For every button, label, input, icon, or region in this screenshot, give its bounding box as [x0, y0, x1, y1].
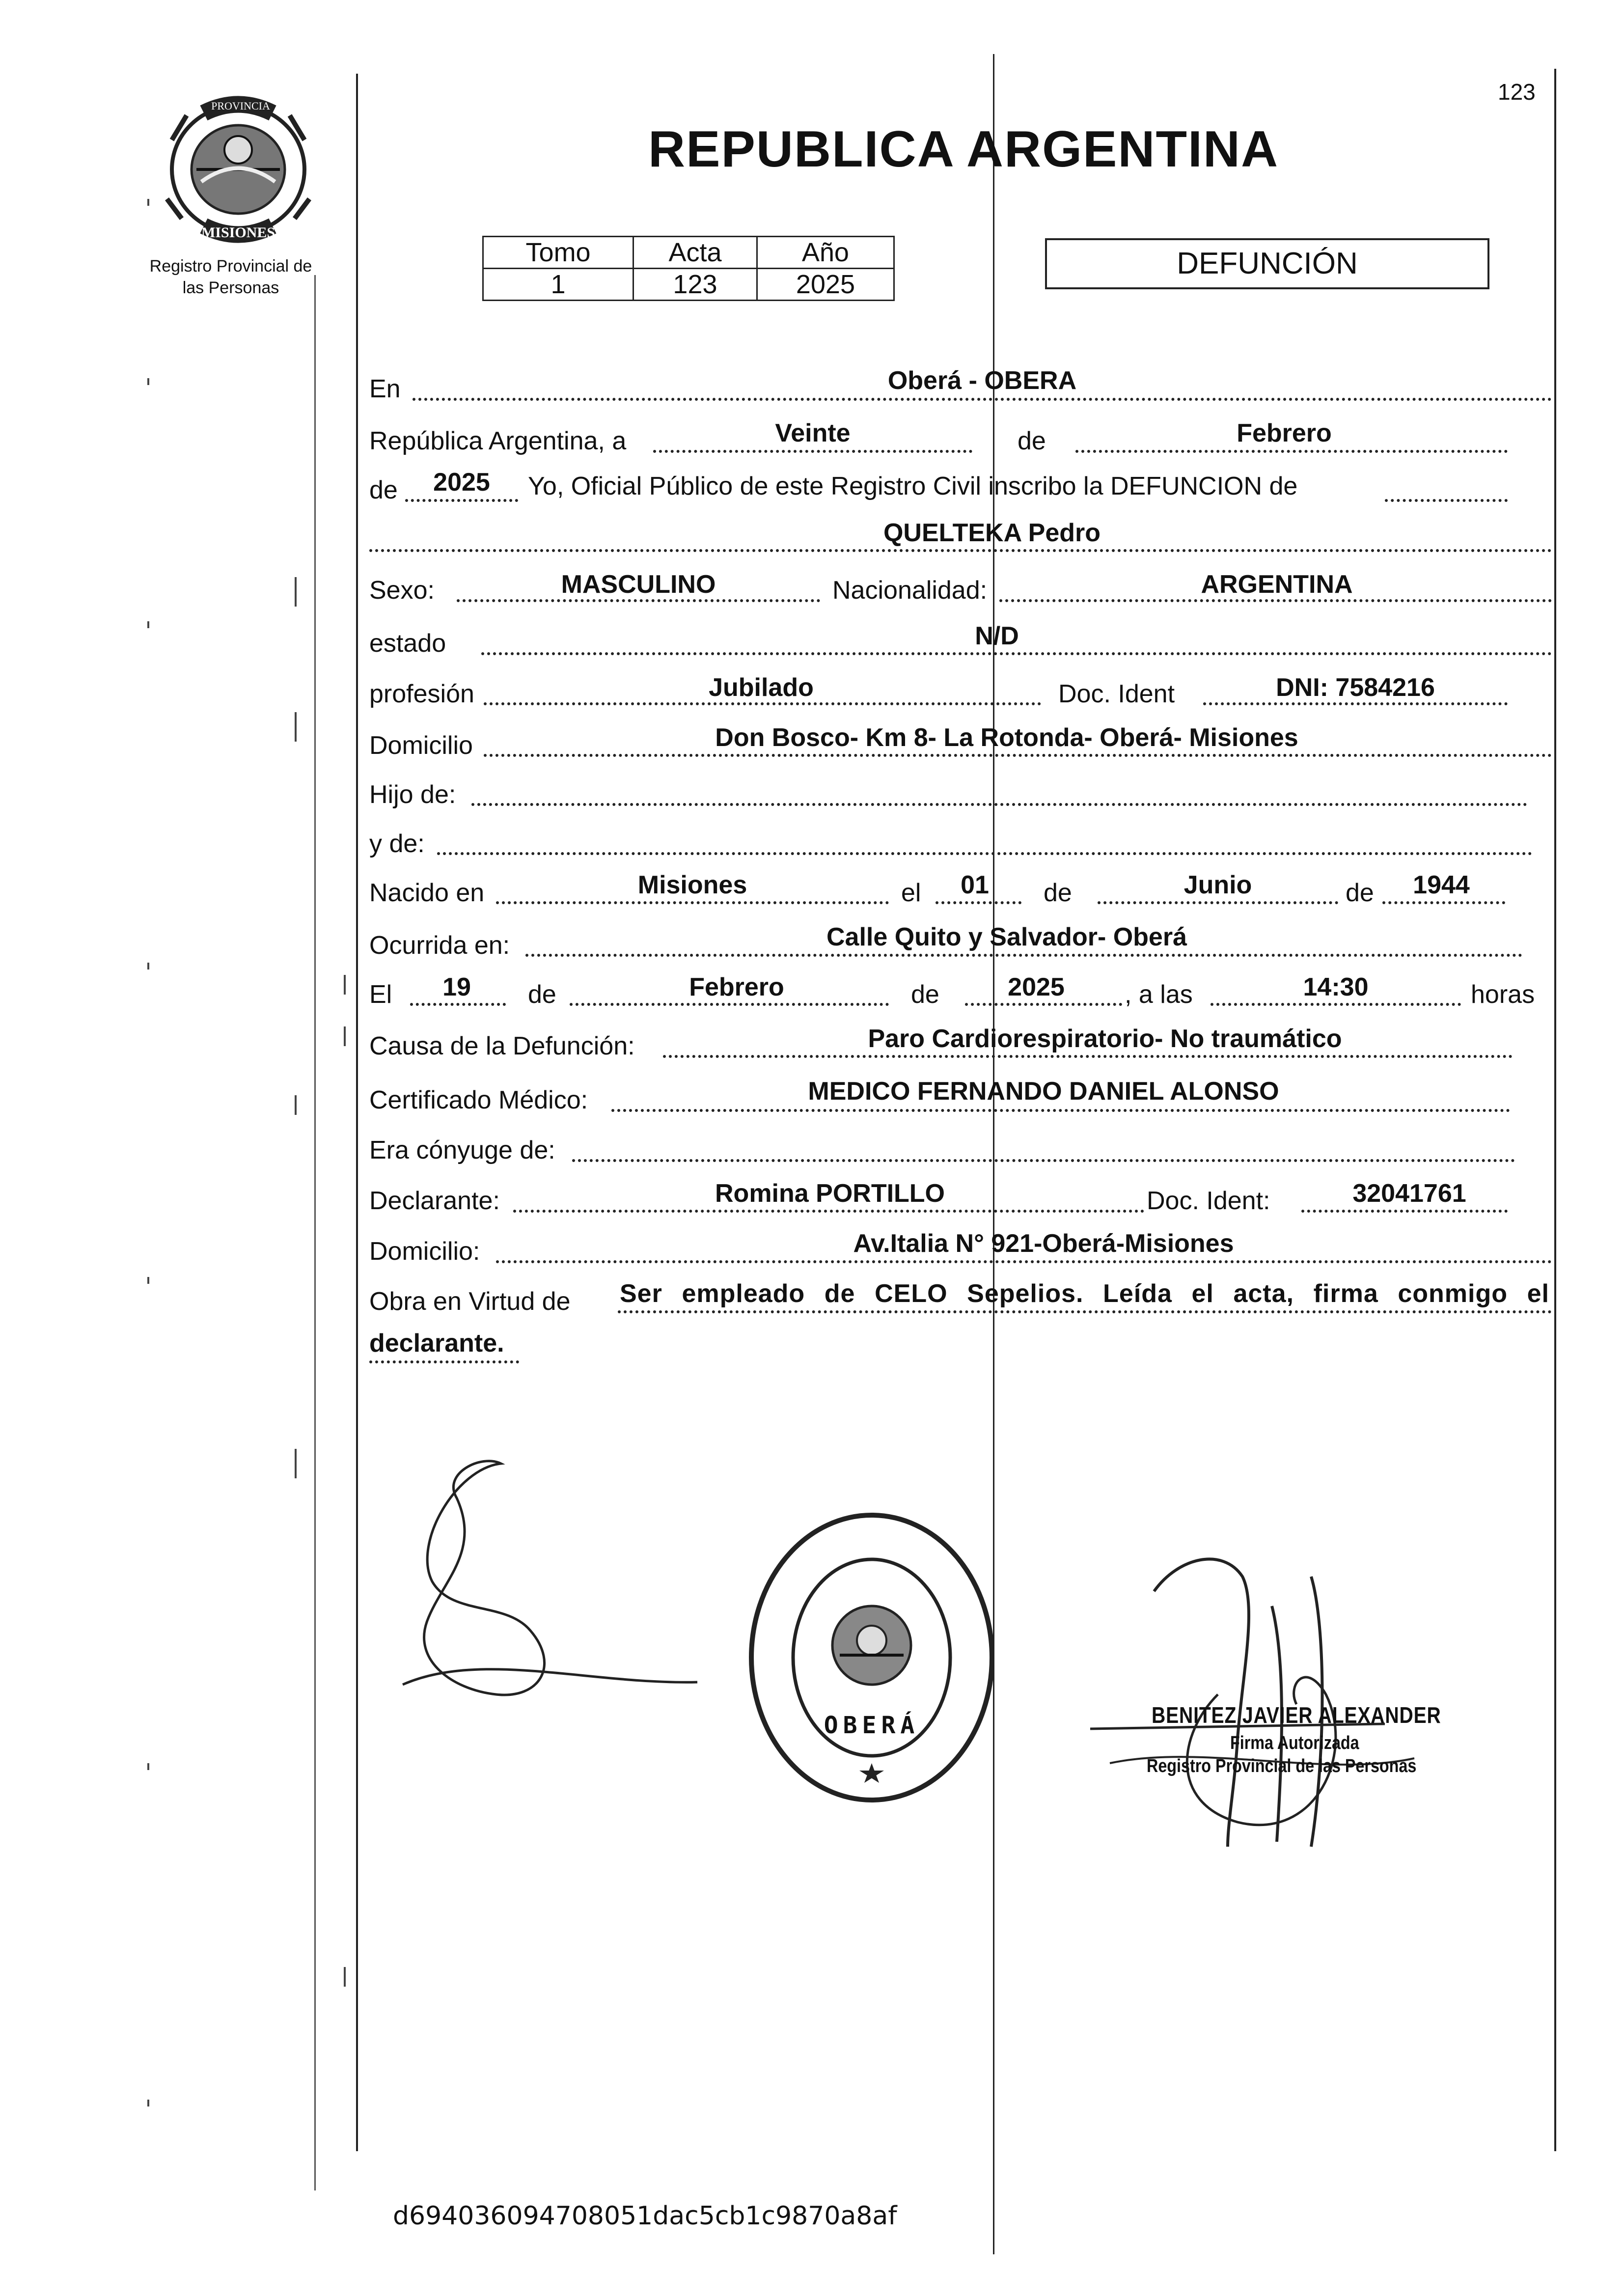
official-title-2: Registro Provincial de las Personas: [1147, 1756, 1417, 1776]
label-de-def-anio: de: [911, 980, 939, 1009]
label-declarante: Declarante:: [369, 1187, 500, 1215]
book-header-anio: Año: [757, 237, 894, 269]
margin-mark: [295, 1449, 297, 1478]
value-def-mes: Febrero: [689, 973, 784, 1001]
line-def-dia: [410, 1003, 506, 1006]
line-hijo-de: [471, 803, 1527, 806]
margin-mark: [147, 2100, 149, 2106]
label-profesion: profesión: [369, 680, 474, 708]
line-def-mes: [570, 1003, 889, 1006]
label-domicilio-declarante: Domicilio:: [369, 1237, 480, 1266]
value-certificado: MEDICO FERNANDO DANIEL ALONSO: [808, 1077, 1279, 1106]
value-ocurrida-en: Calle Quito y Salvador- Oberá: [826, 923, 1187, 951]
label-causa: Causa de la Defunción:: [369, 1032, 635, 1060]
line-lugar: [413, 398, 1552, 401]
label-y-de: y de:: [369, 830, 425, 858]
line-profesion: [484, 702, 1041, 705]
document-hash: d694036094708051dac5cb1c9870a8af: [393, 2201, 897, 2231]
value-def-anio: 2025: [1008, 973, 1065, 1001]
margin-mark: [344, 1967, 346, 1987]
line-nacionalidad: [999, 599, 1552, 602]
seal-bottom-text: MISIONES: [201, 224, 275, 241]
value-doc: DNI: 7584216: [1276, 673, 1435, 702]
label-en: En: [369, 375, 401, 403]
seal-top-text: PROVINCIA DE: [211, 100, 270, 125]
line-def-hora: [1211, 1003, 1461, 1006]
official-title-1: Firma Autorizada: [1230, 1733, 1359, 1753]
margin-mark: [147, 378, 149, 385]
line-domicilio-declarante: [496, 1260, 1552, 1263]
line-estado: [481, 652, 1552, 655]
value-anio: 2025: [433, 468, 490, 497]
label-doc-ident-declarante: Doc. Ident:: [1147, 1187, 1270, 1215]
stamp-center-text: OBERÁ: [824, 1712, 920, 1739]
label-nacionalidad: Nacionalidad:: [832, 576, 988, 605]
left-margin-rule: [314, 275, 316, 2190]
margin-mark: [344, 975, 346, 995]
label-doc-ident: Doc. Ident: [1058, 680, 1175, 708]
value-nacionalidad: ARGENTINA: [1201, 570, 1353, 599]
value-dia-letras: Veinte: [775, 419, 851, 447]
value-nacido-en: Misiones: [637, 871, 747, 899]
line-y-de: [437, 852, 1532, 855]
value-def-hora: 14:30: [1303, 973, 1369, 1001]
line-certificado: [611, 1109, 1510, 1112]
registry-label: [123, 255, 339, 299]
line-declarante: [513, 1210, 1144, 1213]
value-nac-mes: Junio: [1184, 871, 1252, 899]
label-de-mes: de: [1018, 427, 1046, 455]
line-nacido-en: [496, 901, 889, 904]
registry-label-line1: Registro Provincial de: [149, 257, 312, 276]
value-lugar: Oberá - OBERA: [887, 366, 1077, 395]
value-profesion: Jubilado: [709, 673, 814, 702]
line-domicilio: [484, 754, 1552, 757]
value-declarante-doc: 32041761: [1352, 1179, 1466, 1208]
line-obra-2: [369, 1360, 519, 1363]
book-value-tomo: 1: [483, 269, 633, 301]
declarant-signature: [383, 1454, 707, 1709]
line-sexo: [457, 599, 820, 602]
form-right-border: [1554, 69, 1556, 2151]
value-obra-line1: Ser empleado de CELO Sepelios. Leída el acta, firma conmigo el: [620, 1279, 1549, 1308]
official-name: BENITEZ JAVIER ALEXANDER: [1152, 1702, 1441, 1728]
book-header-acta: Acta: [633, 237, 757, 269]
label-conyuge: Era cónyuge de:: [369, 1136, 555, 1164]
value-def-dia: 19: [442, 973, 471, 1001]
line-doc: [1203, 702, 1508, 705]
page-number: 123: [1498, 79, 1536, 105]
book-value-anio: 2025: [757, 269, 894, 301]
margin-mark: [295, 712, 297, 742]
book-header-tomo: Tomo: [483, 237, 633, 269]
value-domicilio: Don Bosco- Km 8- La Rotonda- Oberá- Misiones: [715, 723, 1298, 752]
value-obra-line2: declarante.: [369, 1329, 504, 1358]
label-de-anio: de: [369, 476, 398, 504]
label-de-nac-anio: de: [1346, 879, 1374, 907]
form-left-border: [356, 74, 358, 2151]
book-reference-table: [482, 236, 895, 301]
value-nombre: QUELTEKA Pedro: [883, 519, 1101, 547]
line-mes: [1075, 450, 1508, 453]
label-republica: República Argentina, a: [369, 427, 627, 455]
label-horas: horas: [1471, 980, 1535, 1009]
label-estado: estado: [369, 629, 446, 658]
line-causa: [663, 1055, 1513, 1058]
official-stamp: [744, 1508, 999, 1807]
margin-mark: [147, 963, 149, 970]
value-declarante: Romina PORTILLO: [715, 1179, 945, 1208]
label-a-las: , a las: [1125, 980, 1193, 1009]
label-el-def: El: [369, 980, 392, 1009]
document-type-box: [1045, 238, 1489, 289]
value-estado: N/D: [975, 622, 1019, 650]
label-yo-text: Yo, Oficial Público de este Registro Civil inscribo la DEFUNCION de: [528, 472, 1298, 500]
value-sexo: MASCULINO: [561, 570, 716, 599]
label-sexo: Sexo:: [369, 576, 435, 605]
book-value-acta: 123: [633, 269, 757, 301]
value-nac-dia: 01: [961, 871, 989, 899]
value-causa: Paro Cardiorespiratorio- No traumático: [868, 1025, 1342, 1053]
line-obra-1: [618, 1310, 1552, 1313]
line-nac-mes: [1098, 901, 1338, 904]
line-nombre: [369, 549, 1552, 552]
margin-mark: [295, 577, 297, 607]
label-obra: Obra en Virtud de: [369, 1287, 571, 1316]
line-nac-anio: [1382, 901, 1505, 904]
margin-mark: [147, 1763, 149, 1770]
line-ocurrida-en: [525, 954, 1522, 957]
line-nac-dia: [936, 901, 1021, 904]
value-nac-anio: 1944: [1413, 871, 1470, 899]
label-el-nacido: el: [901, 879, 921, 907]
line-declarante-doc: [1301, 1210, 1508, 1213]
label-ocurrida-en: Ocurrida en:: [369, 931, 510, 960]
label-de-nac-mes: de: [1044, 879, 1072, 907]
label-certificado: Certificado Médico:: [369, 1086, 588, 1114]
line-yo-end: [1385, 499, 1508, 502]
label-domicilio: Domicilio: [369, 731, 473, 760]
country-title: REPUBLICA ARGENTINA: [648, 121, 1279, 178]
margin-mark: [147, 1277, 149, 1284]
registry-label-line2: las Personas: [182, 278, 279, 297]
label-hijo-de: Hijo de:: [369, 780, 456, 809]
document-type: DEFUNCIÓN: [1177, 247, 1358, 280]
label-de-def-mes: de: [528, 980, 556, 1009]
margin-mark: [147, 199, 149, 206]
registry-seal: [157, 96, 319, 243]
value-mes: Febrero: [1237, 419, 1332, 447]
line-dia: [653, 450, 972, 453]
line-conyuge: [572, 1159, 1515, 1162]
value-domicilio-declarante: Av.Italia N° 921-Oberá-Misiones: [853, 1229, 1234, 1258]
margin-mark: [344, 1026, 346, 1046]
margin-mark: [295, 1095, 297, 1115]
margin-mark: [147, 621, 149, 628]
line-anio: [405, 499, 518, 502]
label-nacido-en: Nacido en: [369, 879, 485, 907]
line-def-anio: [965, 1003, 1122, 1006]
